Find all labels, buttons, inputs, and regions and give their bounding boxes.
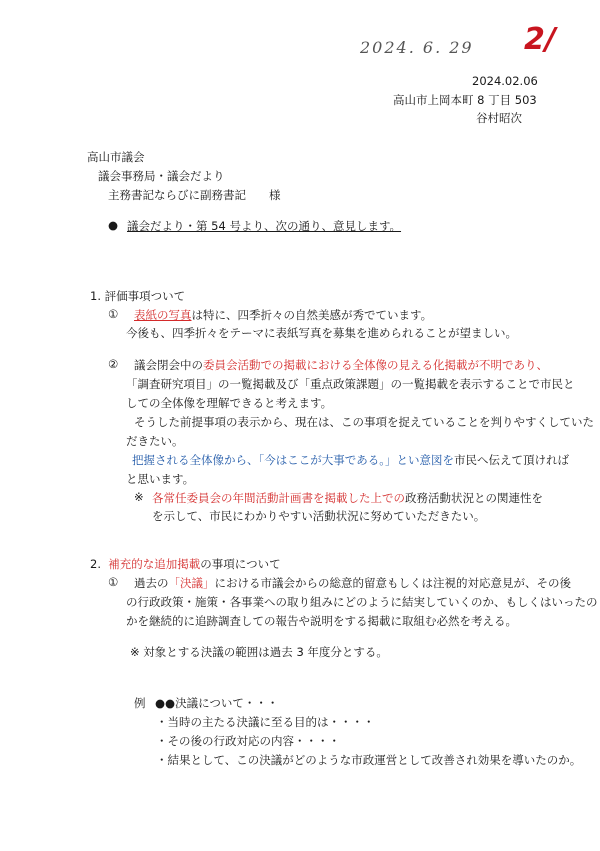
cover-photo-highlight: 表紙の写真 xyxy=(134,308,192,322)
example-item: ・その後の行政対応の内容・・・・ xyxy=(156,734,340,748)
sender-name: 谷村昭次 xyxy=(476,111,522,125)
section2-item1-line1: 過去の「決議」における市議会からの総意的留意もしくは注視的対応意見が、その後 xyxy=(134,576,571,590)
section1-item2-line1: 議会閉会中の委員会活動での掲載における全体像の見える化掲載が不明であり、 xyxy=(134,358,548,372)
section2-heading: 2. 補充的な追加掲載の事項について xyxy=(90,557,281,571)
recipient-line2: 議会事務局・議会だより xyxy=(98,169,225,183)
handwritten-date: 2024. 6. 29 xyxy=(360,38,474,57)
section1-note-line1: 各常任委員会の年間活動計画書を掲載した上での政務活動状況との関連性を xyxy=(152,491,543,505)
handwritten-page-number: 2/ xyxy=(524,22,556,57)
section1-item1-marker: ① xyxy=(108,307,119,321)
section1-item2-line7: と思います。 xyxy=(126,472,195,486)
annual-plan-highlight: 各常任委員会の年間活動計画書を掲載した上での xyxy=(152,491,405,505)
example-label: 例 xyxy=(134,696,146,710)
sender-address: 高山市上岡本町 8 丁目 503 xyxy=(393,93,537,107)
sender-date: 2024.02.06 xyxy=(472,74,538,88)
recipient-line1: 高山市議会 xyxy=(87,150,145,164)
example-title: ●●決議について・・・ xyxy=(155,696,279,710)
section1-item1-line1: 表紙の写真は特に、四季折々の自然美感が秀でています。 xyxy=(134,308,433,322)
section1-item2-line5: だきたい。 xyxy=(126,434,184,448)
section2-note: ※ 対象とする決議の範囲は過去 3 年度分とする。 xyxy=(130,645,388,659)
section1-item2-line2: 「調査研究項目」の一覧掲載及び「重点政策課題」の一覧掲載を表示することで市民と xyxy=(126,377,575,391)
section1-heading: 1. 評価事項ついて xyxy=(90,289,186,303)
section2-item1-line2: の行政政策・施策・各事業への取り組みにどのように結実していくのか、もしくはいったの xyxy=(126,595,598,609)
section1-note-marker: ※ xyxy=(134,490,144,504)
section1-item2-line4: そうした前提事項の表示から、現在は、この事項を捉えていることを判りやすくしていた xyxy=(134,415,594,429)
section1-item2-line6: 把握される全体像から、「今はここが大事である。」とい意図を市民へ伝えて頂ければ xyxy=(132,453,569,467)
section2-item1-line3: かを継続的に追跡調査しての報告や説明をする掲載に取組む必然を考える。 xyxy=(126,614,517,628)
example-item: ・結果として、この決議がどのような市政運営として改善され効果を導いたのか。 xyxy=(156,753,582,767)
section2-item1-marker: ① xyxy=(108,575,119,589)
supplementary-highlight: 補充的な追加掲載 xyxy=(108,557,201,571)
resolution-highlight: 「決議」 xyxy=(168,576,215,590)
committee-activity-highlight: 委員会活動での掲載における全体像の見える化掲載が不明であり、 xyxy=(203,358,548,372)
section1-item1-line2: 今後も、四季折々をテーマに表紙写真を募集を進められることが望ましい。 xyxy=(126,326,517,340)
intro-text: 議会だより・第 54 号より、次の通り、意見します。 xyxy=(127,219,402,233)
overall-picture-highlight: 把握される全体像から、「今はここが大事である。」とい意図を xyxy=(132,453,454,467)
section1-note-line2: を示して、市民にわかりやすい活動状況に努めていただきたい。 xyxy=(152,509,486,523)
example-item: ・当時の主たる決議に至る目的は・・・・ xyxy=(156,715,375,729)
intro-bullet-icon: ● xyxy=(108,218,119,232)
recipient-line3: 主務書記ならびに副務書記 様 xyxy=(108,188,281,202)
section1-item2-line3: しての全体像を理解できると考えます。 xyxy=(126,396,333,410)
section1-item2-marker: ② xyxy=(108,357,119,371)
